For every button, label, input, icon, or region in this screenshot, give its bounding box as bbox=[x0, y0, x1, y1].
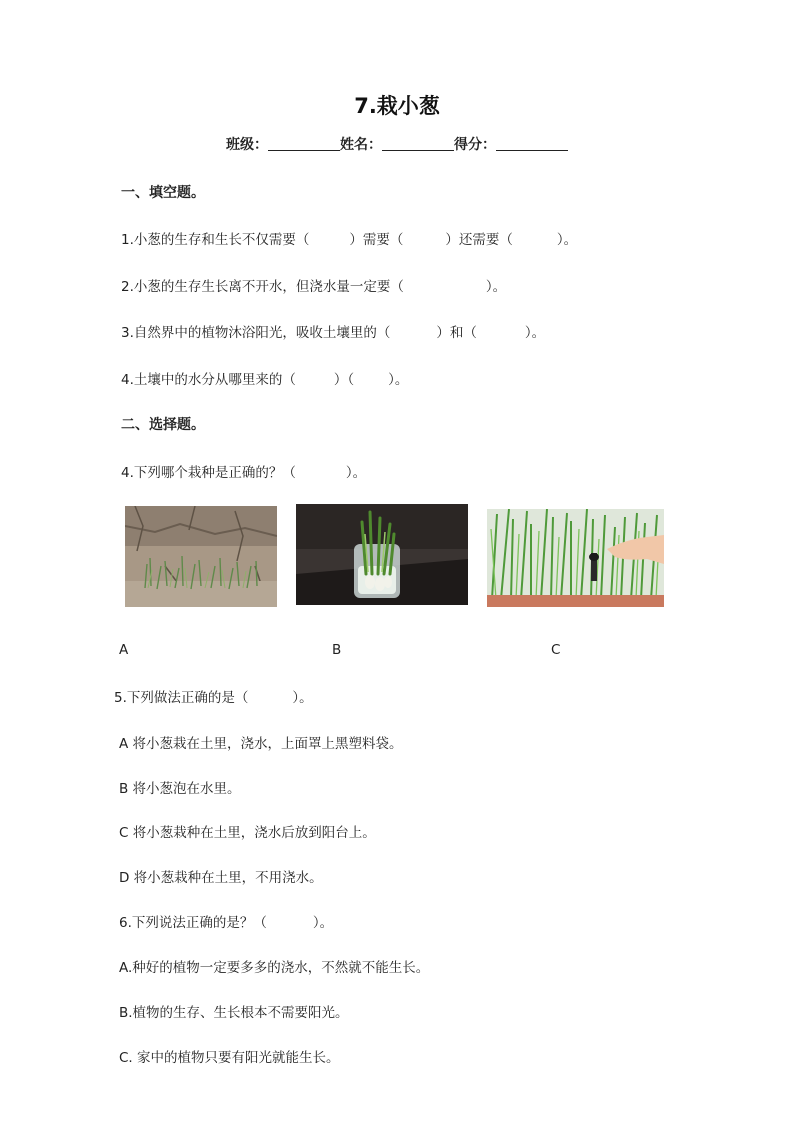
q2-text-b: ）。 bbox=[485, 279, 507, 295]
c6-text-b: ）。 bbox=[312, 915, 334, 931]
q2-text-a: 2.小葱的生存生长离不开水，但浇水量一定要（ bbox=[121, 279, 404, 295]
c5-text-a: 5.下列做法正确的是（ bbox=[114, 690, 249, 706]
q4-text-b: ）（ bbox=[333, 372, 355, 388]
c5-text-b: ）。 bbox=[292, 690, 313, 706]
page-title: 7.栽小葱 bbox=[354, 94, 440, 118]
c5-option-a[interactable]: A 将小葱栽在土里，浇水，上面罩上黑塑料袋。 bbox=[119, 736, 403, 752]
c6-option-a[interactable]: A.种好的植物一定要多多的浇水，不然就不能生长。 bbox=[119, 960, 430, 976]
q3-text-a: 3.自然界中的植物沐浴阳光，吸收土壤里的（ bbox=[121, 325, 391, 341]
c6-option-b[interactable]: B.植物的生存、生长根本不需要阳光。 bbox=[119, 1005, 349, 1021]
q4-text-a: 4.土壤中的水分从哪里来的（ bbox=[121, 372, 296, 388]
name-blank[interactable] bbox=[382, 136, 454, 151]
scallions-in-water-jar-photo bbox=[296, 504, 468, 605]
question-3 bbox=[121, 321, 545, 341]
q3-text-b: ）和（ bbox=[436, 325, 477, 341]
question-4 bbox=[121, 368, 408, 388]
q3-text-c: ）。 bbox=[524, 325, 546, 341]
image-label-b: B bbox=[332, 642, 342, 658]
question-2 bbox=[121, 275, 506, 295]
c5-option-d[interactable]: D 将小葱栽种在土里，不用浇水。 bbox=[119, 870, 323, 886]
score-label: 得分： bbox=[454, 137, 496, 153]
student-info-line bbox=[0, 134, 794, 154]
section-choice-heading: 二、选择题。 bbox=[121, 417, 205, 433]
q1-text-d: ）。 bbox=[556, 232, 578, 248]
q1-text-b: ）需要（ bbox=[349, 232, 404, 248]
q1-text-c: ）还需要（ bbox=[445, 232, 513, 248]
scallions-in-planter-photo bbox=[487, 509, 664, 607]
c4-text-a: 4.下列哪个栽种是正确的？（ bbox=[121, 465, 296, 481]
class-label: 班级： bbox=[226, 137, 268, 153]
question-1 bbox=[121, 228, 577, 248]
name-label: 姓名： bbox=[340, 137, 382, 153]
c6-text-a: 6.下列说法正确的是？（ bbox=[119, 915, 267, 931]
q4-text-c: ）。 bbox=[388, 372, 409, 388]
c6-option-c[interactable]: C. 家中的植物只要有阳光就能生长。 bbox=[119, 1050, 340, 1066]
image-label-c: C bbox=[551, 642, 561, 658]
question-choice-6 bbox=[119, 911, 333, 931]
c5-option-c[interactable]: C 将小葱栽种在土里，浇水后放到阳台上。 bbox=[119, 825, 376, 841]
image-label-a: A bbox=[119, 642, 129, 658]
question-choice-4 bbox=[121, 461, 366, 481]
q1-text-a: 1.小葱的生存和生长不仅需要（ bbox=[121, 232, 310, 248]
section-fill-blank-heading: 一、填空题。 bbox=[121, 185, 205, 201]
score-blank[interactable] bbox=[496, 136, 568, 151]
question-choice-5 bbox=[114, 686, 313, 706]
class-blank[interactable] bbox=[268, 136, 340, 151]
scallions-dry-soil-photo bbox=[125, 506, 277, 607]
c4-text-b: ）。 bbox=[345, 465, 367, 481]
c5-option-b[interactable]: B 将小葱泡在水里。 bbox=[119, 781, 241, 797]
